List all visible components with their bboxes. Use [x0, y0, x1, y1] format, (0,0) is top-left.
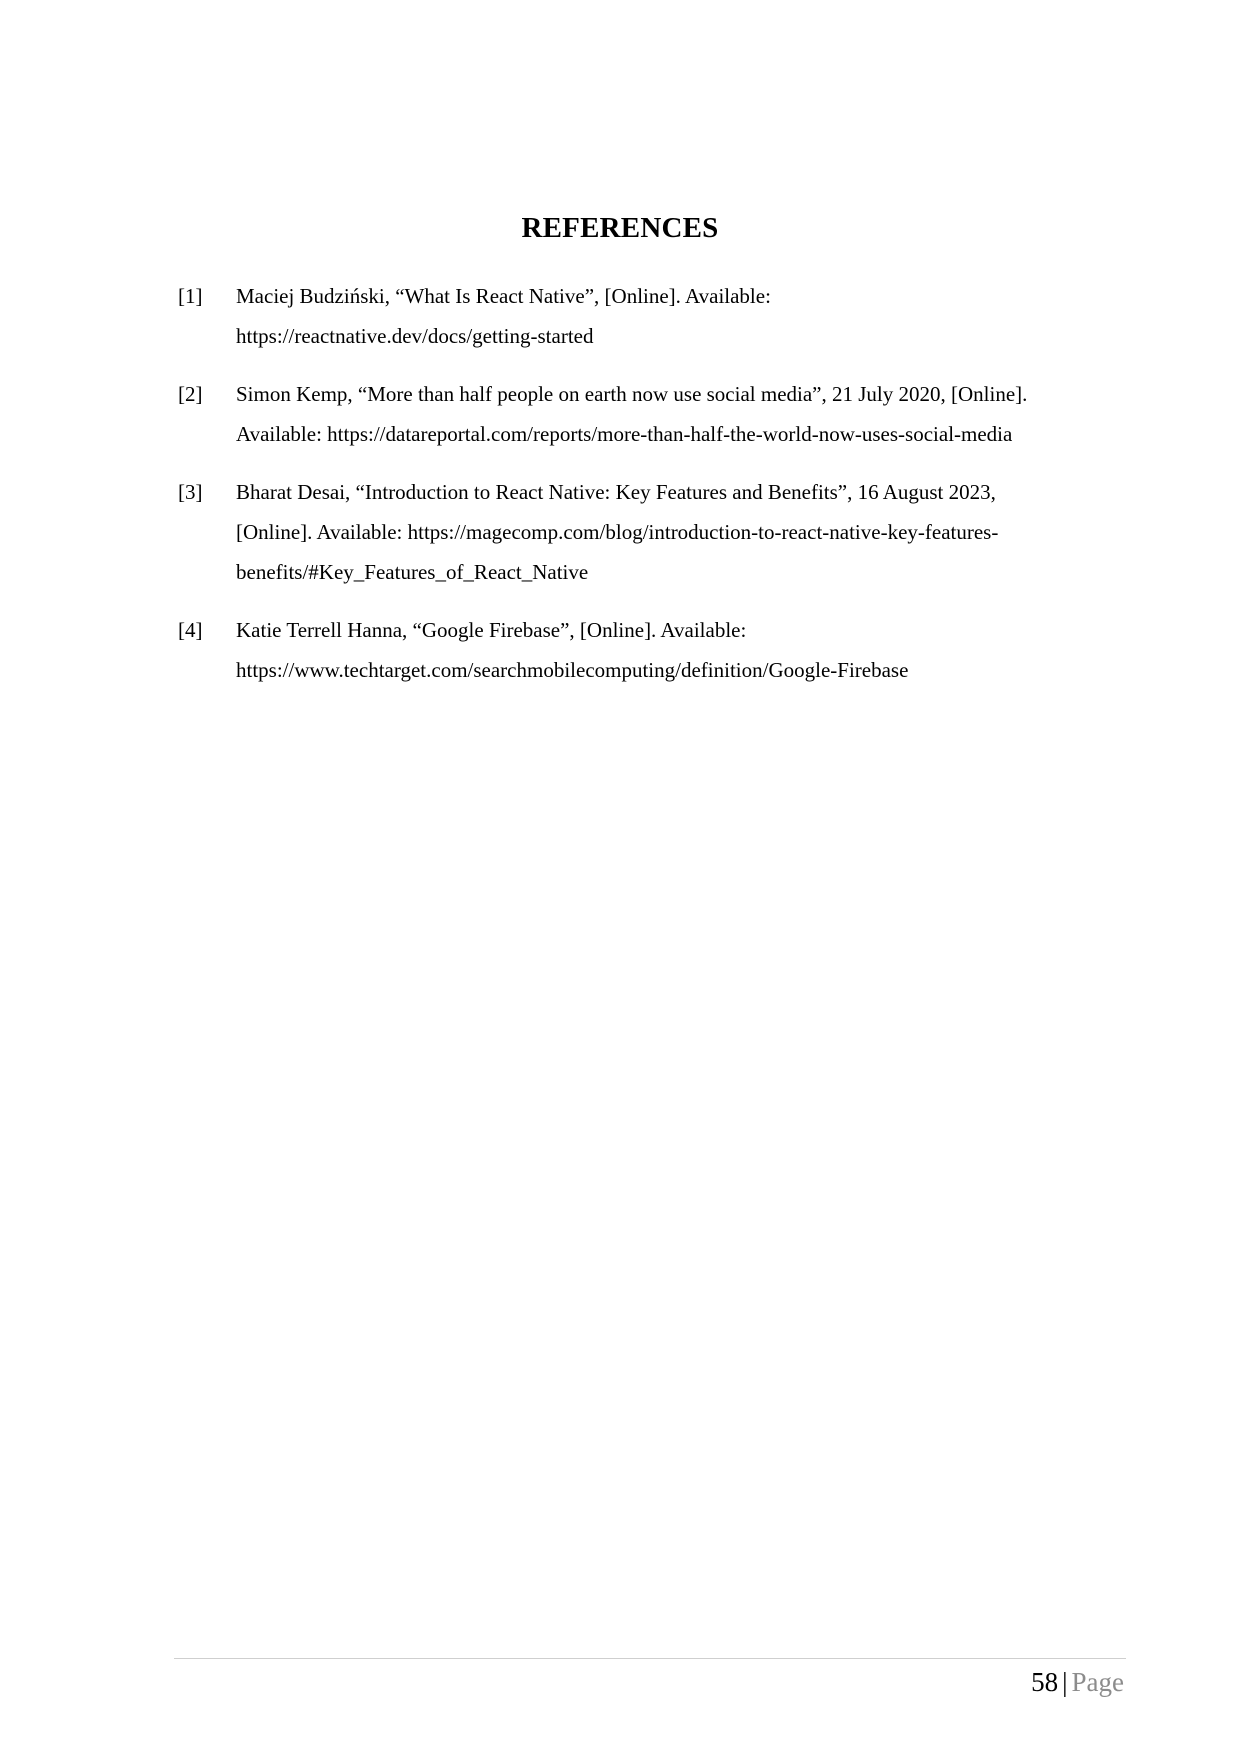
- page-title: REFERENCES: [521, 212, 719, 244]
- reference-number: [1]: [178, 284, 203, 308]
- page-label: Page: [1071, 1667, 1124, 1697]
- reference-number: [3]: [178, 480, 203, 504]
- reference-line: https://www.techtarget.com/searchmobilecomputing/definition/Google-Firebase: [236, 658, 909, 682]
- reference-text: [236, 374, 1118, 454]
- reference-number: [4]: [178, 618, 203, 642]
- reference-line: Simon Kemp, “More than half people on earth now use social media”, 21 July 2020, [Online].: [236, 382, 1028, 406]
- reference-item: [178, 472, 1118, 592]
- reference-item: [178, 276, 1118, 356]
- reference-line: https://reactnative.dev/docs/getting-started: [236, 324, 594, 348]
- reference-text: [236, 472, 1118, 592]
- footer-separator: |: [1062, 1667, 1068, 1697]
- reference-line: Katie Terrell Hanna, “Google Firebase”, [Online]. Available:: [236, 618, 747, 642]
- reference-line: [Online]. Available: https://magecomp.com/blog/introduction-to-react-native-key-features-: [236, 520, 999, 544]
- page-footer: [1031, 1664, 1124, 1700]
- reference-line: Available: https://datareportal.com/reports/more-than-half-the-world-now-uses-social-media: [236, 422, 1013, 446]
- reference-line: Bharat Desai, “Introduction to React Native: Key Features and Benefits”, 16 August 2023,: [236, 480, 996, 504]
- footer-divider: [174, 1658, 1126, 1659]
- page-number: 58: [1031, 1667, 1059, 1697]
- reference-item: [178, 374, 1118, 454]
- reference-list: [178, 276, 1118, 708]
- reference-number: [2]: [178, 382, 203, 406]
- reference-text: [236, 276, 1118, 356]
- reference-line: Maciej Budziński, “What Is React Native”, [Online]. Available:: [236, 284, 771, 308]
- reference-item: [178, 610, 1118, 690]
- reference-line: benefits/#Key_Features_of_React_Native: [236, 560, 589, 584]
- reference-text: [236, 610, 1118, 690]
